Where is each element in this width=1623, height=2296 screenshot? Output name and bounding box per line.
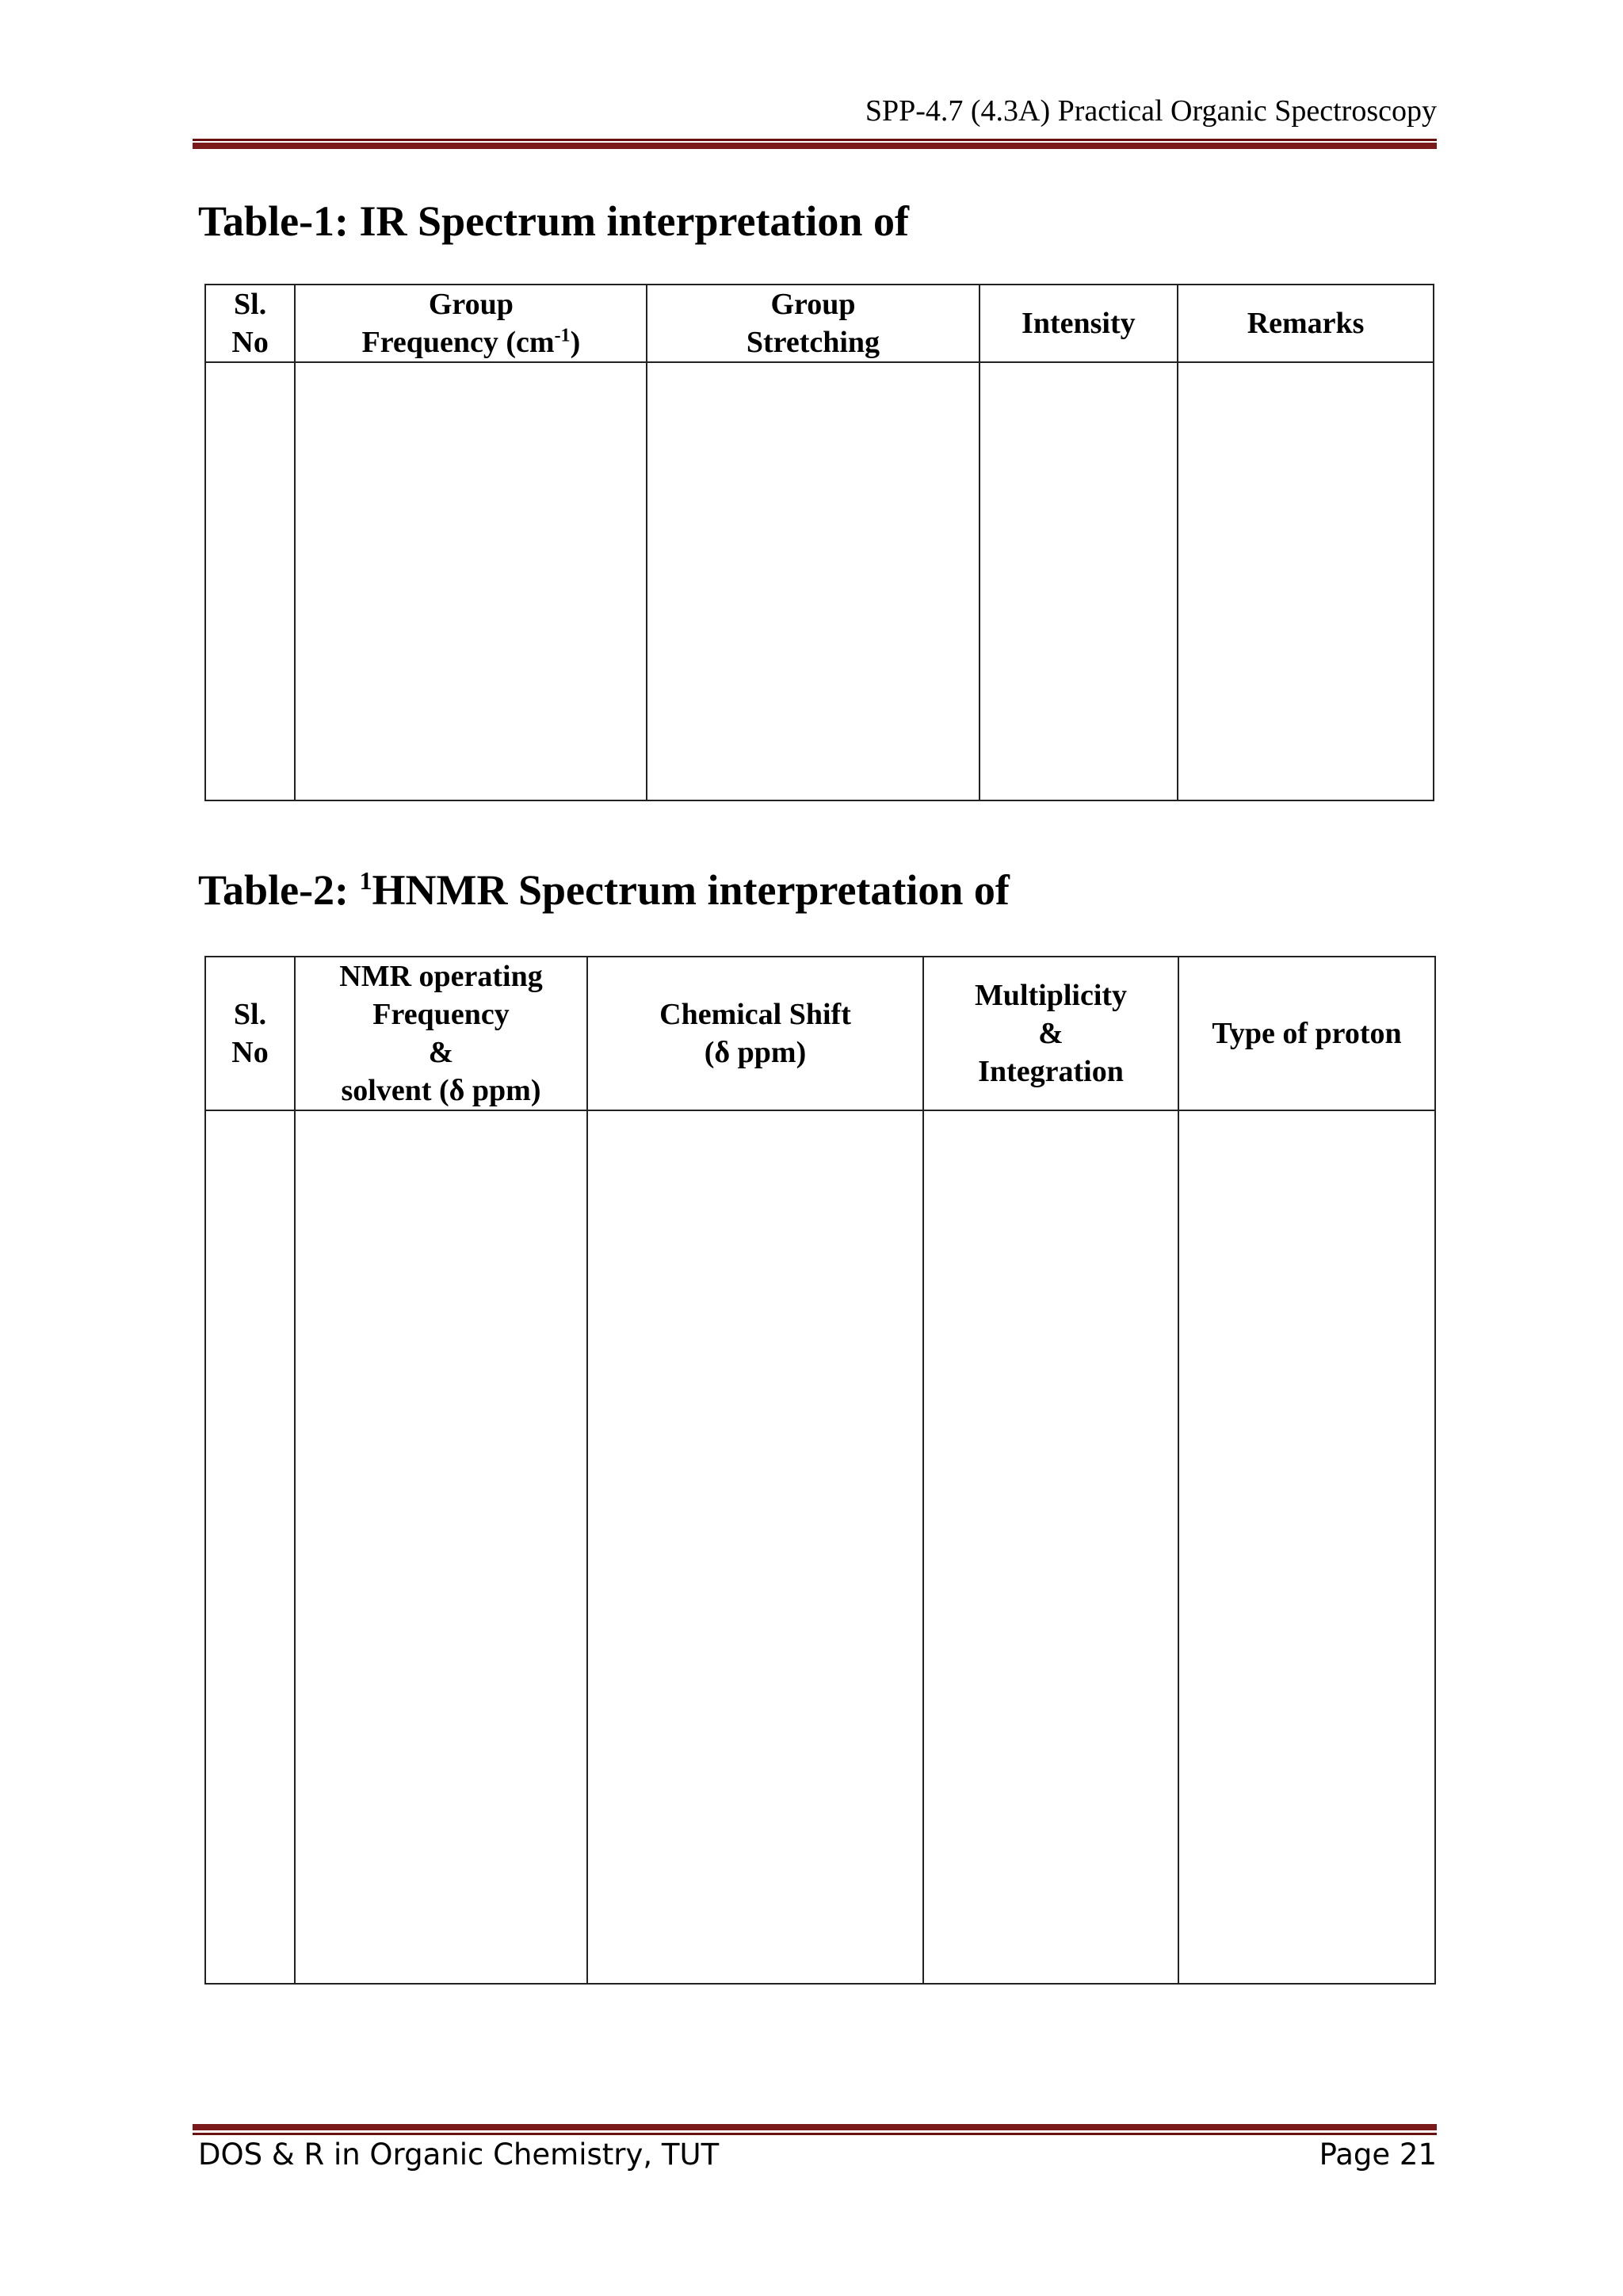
table2-title: Table-2: $^1$HNMR Spectrum interpretation of: [198, 866, 1010, 914]
col-header-slno: Sl. No: [205, 285, 295, 362]
hnmr-table: [204, 956, 1436, 1985]
hnmr-cell-nmr-frequency-solvent[interactable]: [295, 1110, 587, 1984]
hnmr-body-row: [205, 1110, 1435, 1984]
footer-department: DOS & R in Organic Chemistry, TUT: [198, 2137, 720, 2172]
col-header-chemical-shift: Chemical Shift (δ ppm): [587, 957, 923, 1110]
footer-rule-thick: [193, 2124, 1437, 2130]
footer-page-number: Page 21: [1319, 2137, 1437, 2172]
header-rule-thick: [193, 143, 1437, 149]
ir-cell-group-stretching[interactable]: [647, 362, 979, 800]
col-header-remarks: Remarks: [1178, 285, 1434, 362]
col-header-group-frequency: Group Frequency $(cm^{-1})$: [295, 285, 647, 362]
hnmr-header-row: [205, 957, 1435, 1110]
ir-cell-slno[interactable]: [205, 362, 295, 800]
ir-cell-intensity[interactable]: [980, 362, 1178, 800]
col-header-slno: Sl. No: [205, 957, 295, 1110]
table1-title: Table-1: IR Spectrum interpretation of: [198, 197, 909, 245]
ir-cell-group-frequency[interactable]: [295, 362, 647, 800]
ir-header-row: [205, 285, 1434, 362]
ir-cell-remarks[interactable]: [1178, 362, 1434, 800]
ir-table: [204, 284, 1434, 801]
col-header-multiplicity-integration: Multiplicity & Integration: [923, 957, 1178, 1110]
col-header-intensity: Intensity: [980, 285, 1178, 362]
hnmr-cell-multiplicity-integration[interactable]: [923, 1110, 1178, 1984]
hnmr-cell-type-of-proton[interactable]: [1178, 1110, 1435, 1984]
hnmr-cell-chemical-shift[interactable]: [587, 1110, 923, 1984]
footer-rule-thin: [193, 2133, 1437, 2135]
hnmr-cell-slno[interactable]: [205, 1110, 295, 1984]
col-header-nmr-frequency-solvent: NMR operating Frequency & solvent (δ ppm): [295, 957, 587, 1110]
col-header-type-of-proton: Type of proton: [1178, 957, 1435, 1110]
ir-body-row: [205, 362, 1434, 800]
col-header-group-stretching: Group Stretching: [647, 285, 979, 362]
running-header: SPP-4.7 (4.3A) Practical Organic Spectroscopy: [865, 94, 1437, 128]
header-rule-thin: [193, 139, 1437, 141]
